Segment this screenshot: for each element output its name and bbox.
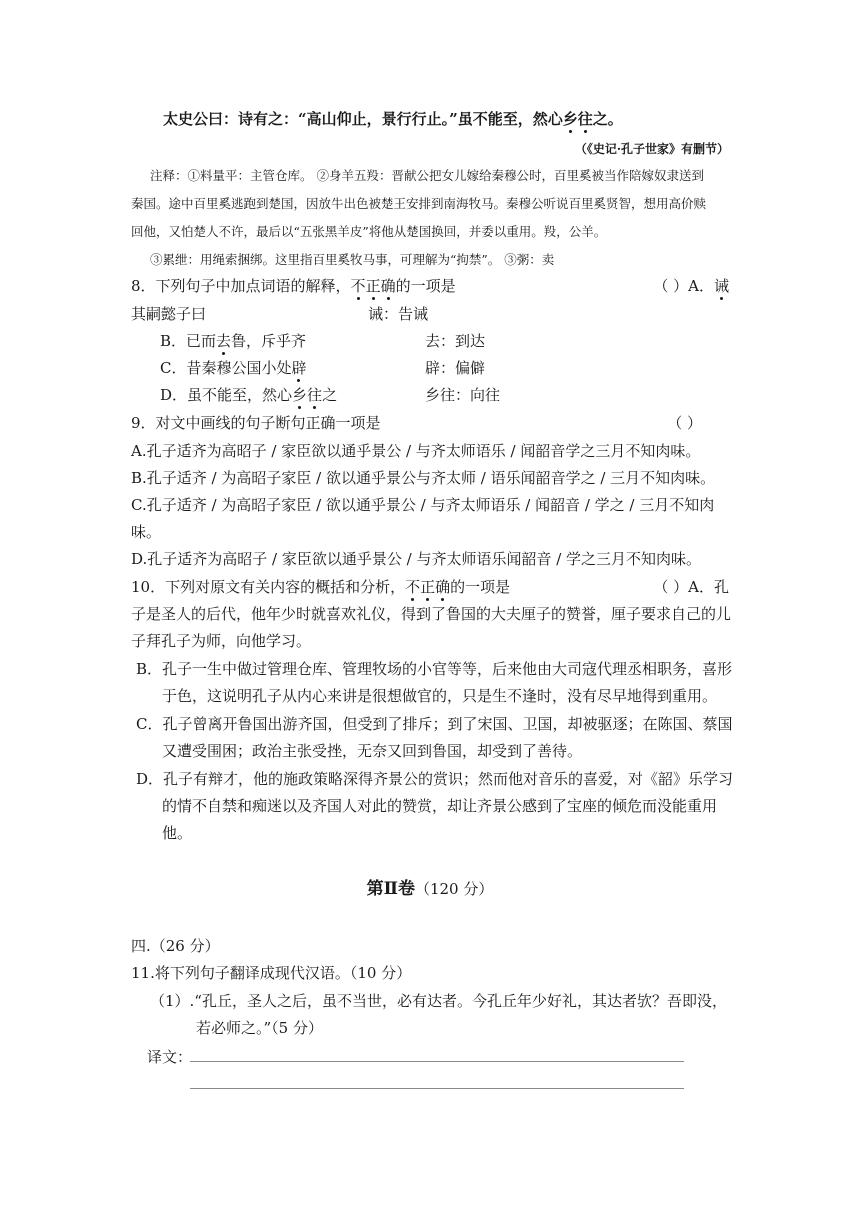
question-11-item-1: （1）.“孔丘，圣人之后，虽不当世，必有达者。今孔丘年少好礼，其达者欤？吾即没， [150,992,727,1010]
question-10-option-a-cont: 子拜孔子为师，向他学习。 [131,632,312,650]
question-9-option-d: D.孔子适齐为高昭子 / 家臣欲以通乎景公 / 与齐太师语乐闻韶音 / 学之三月不知肉味。 [131,550,702,568]
dotted-char: 正 [420,578,436,596]
question-10-option-c: C．孔子曾离开鲁国出游齐国，但受到了排斥；到了宋国、卫国，却被驱逐；在陈国、蔡国 [136,715,733,733]
passage-quote: 太史公曰：诗有之：“高山仰止，景行行止。”虽不能至，然心乡往之。 [163,110,623,128]
dotted-char: 确 [380,277,396,295]
note-line: 回他，又怕楚人不许，最后以“五张黑羊皮”将他从楚国换回，并委以重用。羖，公羊。 [131,224,607,239]
question-10-option-d-cont: 的情不自禁和痴迷以及齐国人对此的赞赏，却让齐景公感到了宝座的倾危而没能重用 [162,797,718,815]
question-9-option-a: A.孔子适齐为高昭子 / 家臣欲以通乎景公 / 与齐太师语乐 / 闻韶音学之三月不知肉味。 [131,442,701,460]
note-line: 秦国。途中百里奚逃跑到楚国，因放牛出色被楚王安排到南海牧马。秦穆公听说百里奚贤智，想用高价赎 [131,196,707,211]
question-8-option-d: D．虽不能至，然心乡往之 [160,386,338,404]
question-11-item-1-cont: 若必师之。”（5 分） [196,1019,323,1037]
passage-source: （《史记·孔子世家》有删节） [574,142,729,156]
question-10-option-c-cont: 又遭受围困；政治主张受挫，无奈又回到鲁国，却受到了善待。 [162,742,583,760]
question-10-option-d-cont: 他。 [162,824,193,842]
question-8-option-a: 其嗣懿子曰 [131,305,207,323]
dotted-char: 诫 [713,277,729,295]
question-10-option-a: 子是圣人的后代，他年少时就喜欢礼仪，得到了鲁国的大夫厘子的赞誉，厘子要求自己的儿 [131,605,732,623]
dotted-char: 去 [216,332,232,350]
dotted-char: 乡 [292,386,308,404]
question-10-option-b: B．孔子一生中做过管理仓库、管理牧场的小官等等，后来他由大司寇代理丞相职务，喜形 [136,660,733,678]
dotted-char: 不 [405,578,421,596]
answer-bracket: （ ） [667,414,702,432]
dotted-char: 往 [307,386,323,404]
gloss-c: 辟：偏僻 [425,359,486,377]
question-10-stem: 10．下列对原文有关内容的概括和分析，不正确的一项是 [131,578,511,596]
dotted-char: 不 [350,277,366,295]
section-2-title: 第Ⅱ卷（120 分） [366,879,494,899]
gloss-b: 去：到达 [425,332,486,350]
question-8-option-c: C．昔秦穆公国小处辟 [160,359,307,377]
question-9-stem: 9．对文中画线的句子断句正确一项是 [131,414,381,432]
note-line: 注释：①料量平：主管仓库。 ②身羊五羖：晋献公把女儿嫁给秦穆公时，百里奚被当作陪嫁奴隶送到 [150,168,704,183]
dotted-char: 往 [577,110,593,128]
question-8-option-b: B．已而去鲁，斥乎齐 [160,332,307,350]
answer-line[interactable] [190,1088,684,1089]
question-8-stem: 8．下列句子中加点词语的解释，不正确的一项是 [131,277,456,295]
answer-bracket: （ ）A．诫 [653,277,729,295]
dotted-char: 辟 [291,359,307,377]
dotted-char: 确 [435,578,451,596]
question-10-option-b-cont: 于色，这说明孔子从内心来讲是很想做官的，只是生不逢时，没有尽早地得到重用。 [162,687,718,705]
question-11-stem: 11.将下列句子翻译成现代汉语。（10 分） [131,964,412,982]
part-4-heading: 四.（26 分） [131,937,220,955]
gloss-a: 诫：告诫 [368,305,429,323]
answer-label: 译文： [147,1048,193,1066]
answer-line[interactable] [190,1061,684,1062]
dotted-char: 正 [365,277,381,295]
gloss-d: 乡往：向往 [425,386,501,404]
dotted-char: 乡 [562,110,578,128]
question-9-option-c: C.孔子适齐 / 为高昭子家臣 / 欲以通乎景公 / 与齐太师语乐 / 闻韶音 / 学之 / 三月不知肉 [131,496,715,514]
question-9-option-c-cont: 味。 [131,523,162,541]
question-9-option-b: B.孔子适齐 / 为高昭子家臣 / 欲以通乎景公与齐太师 / 语乐闻韶音学之 / 三月不知肉味。 [131,469,716,487]
note-line: ③累绁：用绳索捆绑。这里指百里奚牧马事，可理解为“拘禁”。 ③粥：卖 [150,252,555,267]
question-10-option-d: D．孔子有辩才，他的施政策略深得齐景公的赏识；然而他对音乐的喜爱，对《韶》乐学习 [136,770,734,788]
answer-bracket: （ ）A．孔 [653,578,729,596]
